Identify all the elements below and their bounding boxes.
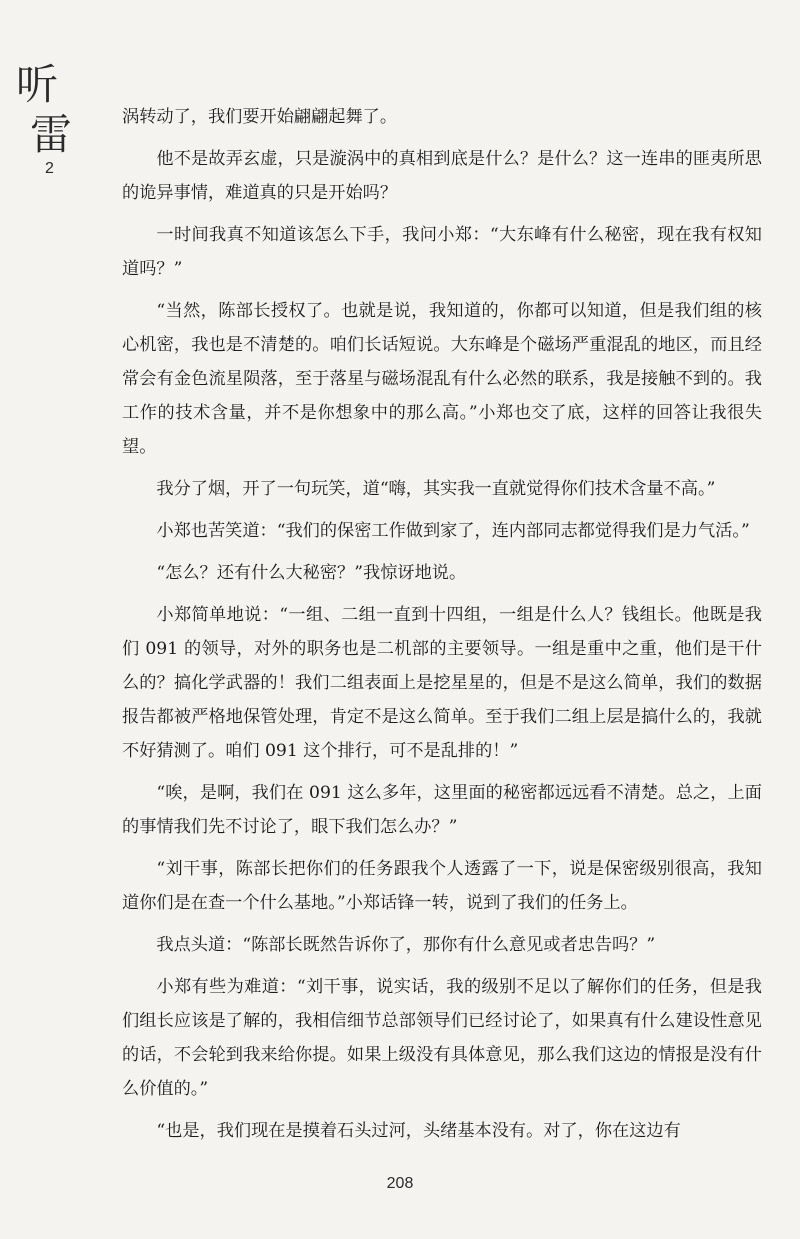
page-body-text <box>122 100 762 1156</box>
paragraph: 小郑简单地说：“一组、二组一直到十四组，一组是什么人？钱组长。他既是我们 091 的领导，对外的职务也是二机部的主要领导。一组是重中之重，他们是干什么的？搞化学武器的！我们二组表面上是挖星星的，但是不是这么简单，我们的数据报告都被严格地保管处理，肯定不是这么简单。至于我们二组上层是搞什么的，我就不好猜测了。咱们 091 这个排行，可不是乱排的！” <box>122 605 762 761</box>
paragraph: 一时间我真不知道该怎么下手，我问小郑：“大东峰有什么秘密，现在我有权知道吗？” <box>122 225 762 279</box>
paragraph: “怎么？还有什么大秘密？”我惊讶地说。 <box>156 563 467 583</box>
paragraph: “也是，我们现在是摸着石头过河，头绪基本没有。对了，你在这边有 <box>156 1121 681 1141</box>
paragraph: 小郑有些为难道：“刘干事，说实话，我的级别不足以了解你们的任务，但是我们组长应该是了解的，我相信细节总部领导们已经讨论了，如果真有什么建设性意见的话，不会轮到我来给你提。如果上级没有具体意见，那么我们这边的情报是没有什么价值的。” <box>122 977 762 1099</box>
paragraph: 小郑也苦笑道：“我们的保密工作做到家了，连内部同志都觉得我们是力气活。” <box>156 521 750 541</box>
paragraph: 涡转动了，我们要开始翩翩起舞了。 <box>122 107 398 127</box>
page-number: 208 <box>386 1175 414 1192</box>
paragraph: “唉，是啊，我们在 091 这么多年，这里面的秘密都远远看不清楚。总之，上面的事情我们先不讨论了，眼下我们怎么办？” <box>122 783 762 837</box>
paragraph: “刘干事，陈部长把你们的任务跟我个人透露了一下，说是保密级别很高，我知道你们是在查一个什么基地。”小郑话锋一转，说到了我们的任务上。 <box>122 859 762 913</box>
volume-number: 2 <box>45 160 54 177</box>
paragraph: 我分了烟，开了一句玩笑，道“嗨，其实我一直就觉得你们技术含量不高。” <box>156 479 716 499</box>
book-title-char-1: 听 <box>16 60 59 109</box>
paragraph: 他不是故弄玄虚，只是漩涡中的真相到底是什么？是什么？这一连串的匪夷所思的诡异事情，难道真的只是开始吗？ <box>122 149 762 203</box>
paragraph: “当然，陈部长授权了。也就是说，我知道的，你都可以知道，但是我们组的核心机密，我也是不清楚的。咱们长话短说。大东峰是个磁场严重混乱的地区，而且经常会有金色流星陨落，至于落星与磁场混乱有什么必然的联系，我是接触不到的。我工作的技术含量，并不是你想象中的那么高。”小郑也交了底，这样的回答让我很失望。 <box>122 301 762 457</box>
paragraph: 我点头道：“陈部长既然告诉你了，那你有什么意见或者忠告吗？” <box>156 935 656 955</box>
book-title-char-2: 雷 <box>30 110 73 159</box>
book-title <box>16 60 76 160</box>
